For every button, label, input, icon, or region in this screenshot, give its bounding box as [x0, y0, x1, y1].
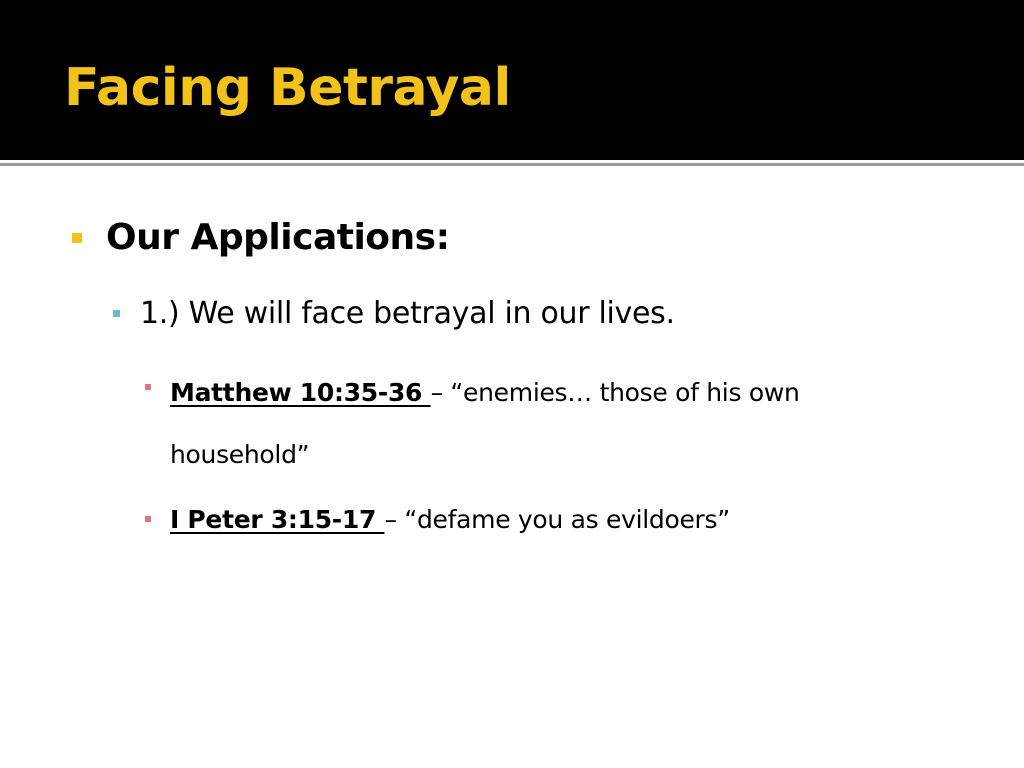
- scripture-quote: – “defame you as evildoers”: [384, 505, 730, 534]
- square-bullet-icon: [72, 233, 82, 243]
- slide-title: Facing Betrayal: [64, 58, 511, 118]
- scripture-citation: Matthew 10:35-36: [170, 378, 431, 407]
- section-heading: Our Applications:: [106, 217, 450, 258]
- square-bullet-icon: [113, 310, 120, 317]
- title-bar: [0, 0, 1024, 160]
- title-divider: [0, 163, 1024, 166]
- scripture-reference: [170, 503, 730, 537]
- square-bullet-icon: [145, 516, 151, 522]
- scripture-reference: [170, 362, 890, 486]
- square-bullet-icon: [145, 384, 151, 390]
- application-point: 1.) We will face betrayal in our lives.: [140, 296, 675, 331]
- scripture-quote: – “enemies… those of his own household”: [170, 378, 800, 469]
- scripture-citation: I Peter 3:15-17: [170, 505, 385, 534]
